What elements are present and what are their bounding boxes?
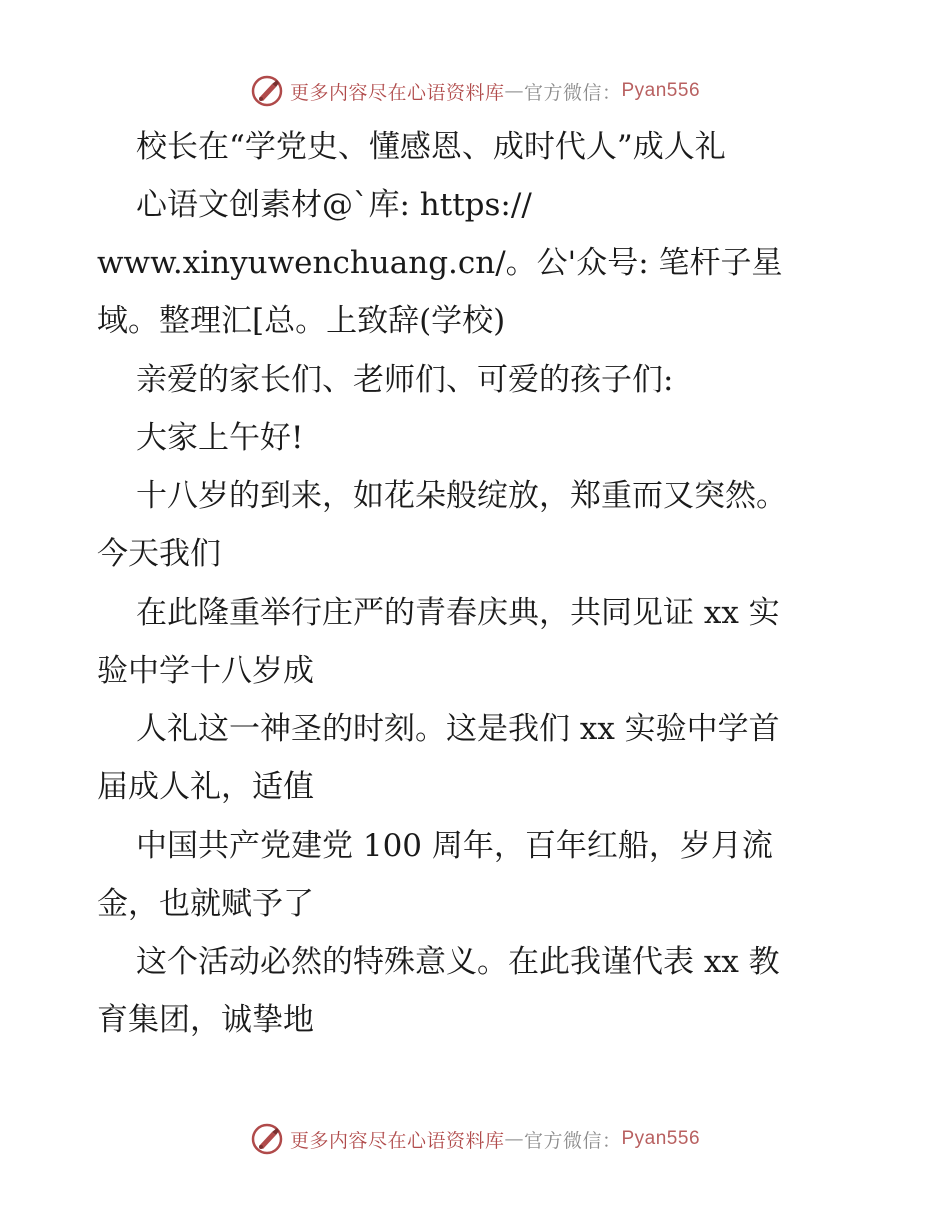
banner-wechat-id: Pyan556 [621,80,701,101]
text-line: 大家上午好! [136,420,304,456]
banner-dash: — [504,1128,524,1150]
brush-logo-icon [250,1122,284,1156]
text-line: 今天我们 [97,536,221,572]
banner-official-label: 官方微信： [523,81,622,104]
text-line: 育集团，诚挚地 [97,1002,314,1038]
text-line: 这个活动必然的特殊意义。在此我谨代表 xx 教 [136,944,780,980]
text-line: 人礼这一神圣的时刻。这是我们 xx 实验中学首 [136,711,780,747]
text-line: 十八岁的到来，如花朵般绽放，郑重而又突然。 [136,478,787,514]
text-line: 在此隆重举行庄严的青春庆典，共同见证 xx 实 [136,595,780,631]
text-line: 校长在“学党史、懂感恩、成时代人”成人礼 [136,129,726,165]
text-line: 心语文创素材@`库: https:// [136,187,532,223]
footer-banner [0,1119,950,1159]
text-line: 域。整理汇[总。上致辞(学校) [97,303,506,339]
banner-dash: — [504,80,524,102]
text-line: 中国共产党建党 100 周年，百年红船，岁月流 [136,828,773,864]
banner-main-text: 更多内容尽在心语资料库 [289,1129,505,1152]
text-line: 届成人礼，适值 [97,769,314,805]
banner-wechat-id: Pyan556 [621,1128,701,1149]
text-line: 亲爱的家长们、老师们、可爱的孩子们: [136,362,674,398]
banner-official-label: 官方微信： [523,1129,622,1152]
text-line: www.xinyuwenchuang.cn/。公'众号: 笔杆子星 [97,245,783,281]
text-line: 金，也就赋予了 [97,886,314,922]
banner-main-text: 更多内容尽在心语资料库 [289,81,505,104]
text-line: 验中学十八岁成 [97,653,314,689]
